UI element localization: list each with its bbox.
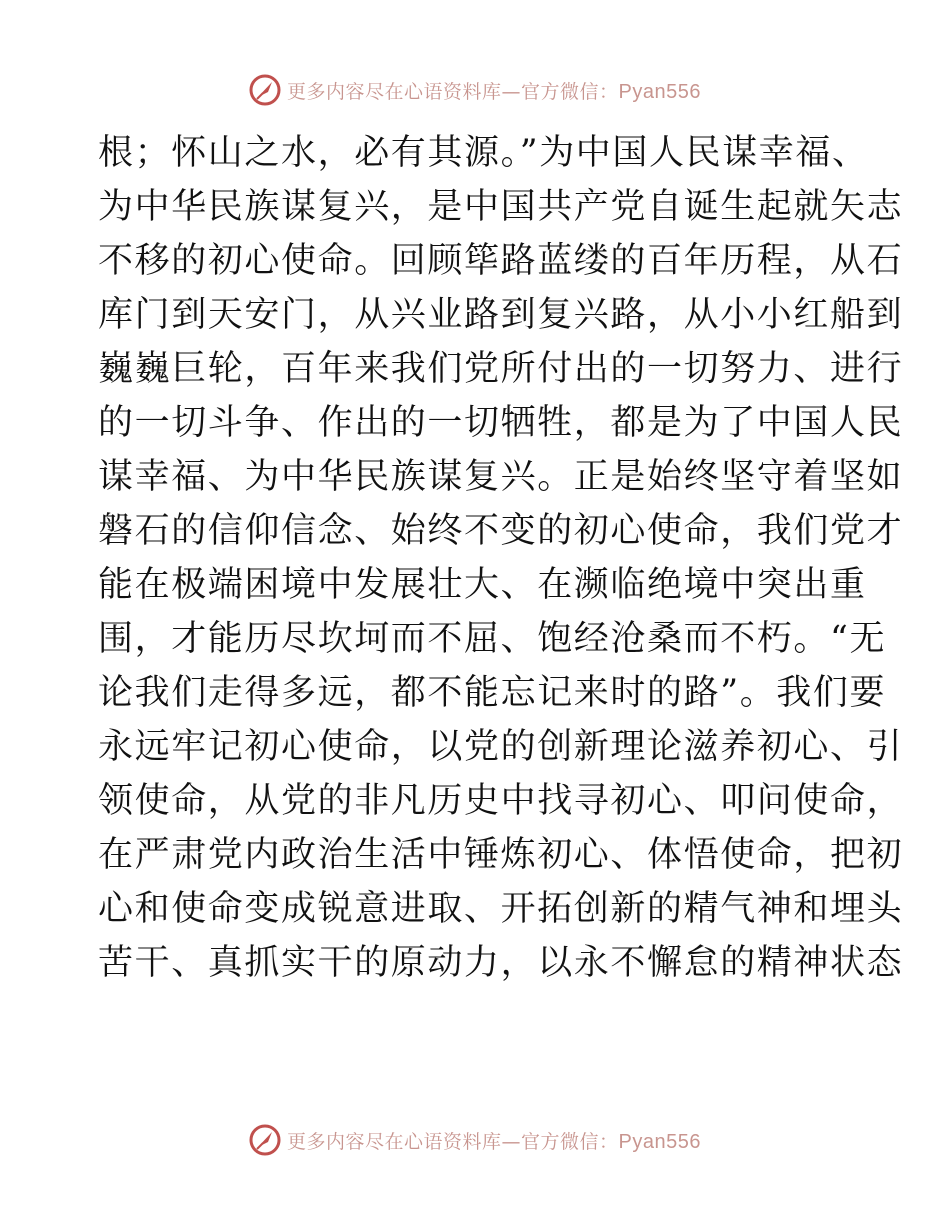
text-line: 领使命，从党的非凡历史中找寻初心、叩问使命，	[98, 781, 904, 821]
text-line: 库门到天安门，从兴业路到复兴路，从小小红船到	[98, 295, 904, 335]
text-line: 根；怀山之水，必有其源。”为中国人民谋幸福、	[98, 133, 869, 173]
text-line: 巍巍巨轮，百年来我们党所付出的一切努力、进行	[98, 349, 904, 389]
text-line: 永远牢记初心使命，以党的创新理论滋养初心、引	[98, 727, 904, 767]
footer-watermark	[0, 1120, 950, 1160]
text-line: 论我们走得多远，都不能忘记来时的路”。我们要	[98, 673, 887, 713]
watermark-handle: Pyan556	[618, 80, 701, 103]
text-line: 不移的初心使命。回顾筚路蓝缕的百年历程，从石	[98, 241, 904, 281]
text-line: 在严肃党内政治生活中锤炼初心、体悟使命，把初	[98, 835, 904, 875]
body-text	[98, 126, 904, 990]
text-line: 为中华民族谋复兴，是中国共产党自诞生起就矢志	[98, 187, 904, 227]
feather-logo-icon	[249, 1124, 281, 1156]
watermark-label: 更多内容尽在心语资料库—官方微信：	[287, 1130, 619, 1153]
watermark-text	[287, 77, 701, 104]
text-line: 苦干、真抓实干的原动力，以永不懈怠的精神状态	[98, 943, 904, 983]
text-line: 心和使命变成锐意进取、开拓创新的精气神和埋头	[98, 889, 904, 929]
header-watermark	[0, 70, 950, 110]
text-line: 谋幸福、为中华民族谋复兴。正是始终坚守着坚如	[98, 457, 904, 497]
text-line: 的一切斗争、作出的一切牺牲，都是为了中国人民	[98, 403, 904, 443]
text-line: 围，才能历尽坎坷而不屈、饱经沧桑而不朽。“无	[98, 619, 887, 659]
text-line: 能在极端困境中发展壮大、在濒临绝境中突出重	[98, 565, 867, 605]
watermark-label: 更多内容尽在心语资料库—官方微信：	[287, 80, 619, 103]
text-line: 磐石的信仰信念、始终不变的初心使命，我们党才	[98, 511, 904, 551]
feather-logo-icon	[249, 74, 281, 106]
watermark-text	[287, 1127, 701, 1154]
watermark-handle: Pyan556	[618, 1130, 701, 1153]
